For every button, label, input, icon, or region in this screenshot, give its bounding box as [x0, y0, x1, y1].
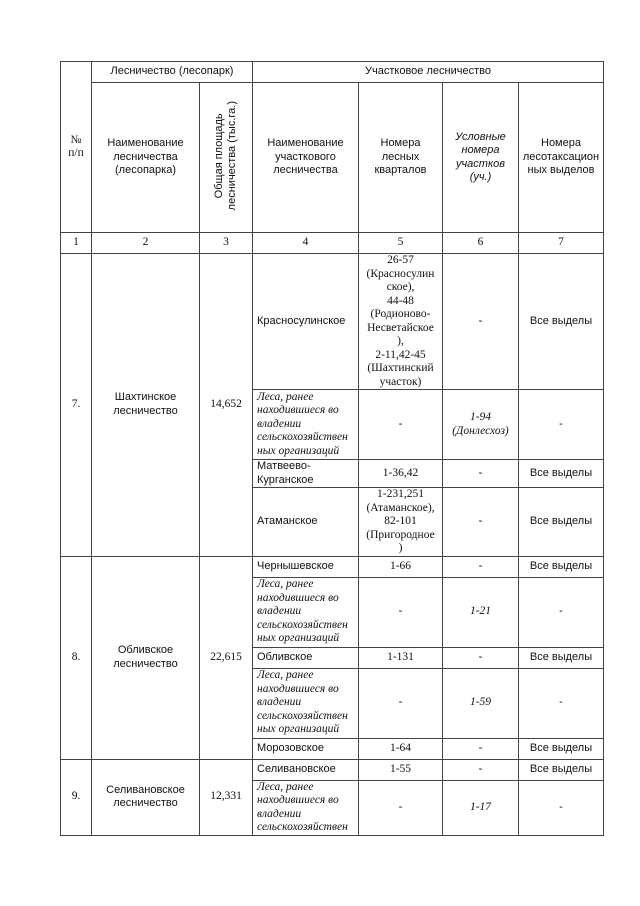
conditional-numbers: 1-94 (Донлесхоз) [443, 390, 519, 460]
table-row [61, 254, 604, 390]
forestry-name: Шахтинское лесничество [92, 254, 200, 557]
conditional-numbers: - [443, 460, 519, 488]
district-name: Леса, ранее находившиеся во владении сельскохозяйствен ных организаций [253, 668, 359, 738]
quarters: 26-57 (Красносулин ское), 44-48 (Родионово- Несветайское ), 2-11,42-45 (Шахтинский участок) [359, 254, 443, 390]
district-name: Чернышевское [253, 556, 359, 577]
forestry-table [60, 61, 604, 836]
col-number: 2 [92, 233, 200, 254]
header-col-area [200, 83, 253, 233]
forestry-area: 22,615 [200, 556, 253, 759]
district-name: Селивановское [253, 759, 359, 780]
header-col-name: Наименование лесничества (лесопарка) [92, 83, 200, 233]
header-col-area-text: Общая площадь лесничества (тыс.га.) [213, 100, 238, 210]
conditional-numbers: - [443, 738, 519, 759]
col-number: 6 [443, 233, 519, 254]
header-col-conditional: Условные номера участков (уч.) [443, 83, 519, 233]
subdivisions: - [519, 780, 604, 835]
district-name: Морозовское [253, 738, 359, 759]
quarters: - [359, 577, 443, 647]
district-name: Атаманское [253, 488, 359, 557]
header-num: № п/п [61, 62, 92, 233]
conditional-numbers: - [443, 556, 519, 577]
quarters: 1-131 [359, 647, 443, 668]
forestry-name: Селивановское лесничество [92, 759, 200, 835]
subdivisions: Все выделы [519, 254, 604, 390]
conditional-numbers: - [443, 488, 519, 557]
group-num: 9. [61, 759, 92, 835]
header-col-subdivisions: Номера лесотаксацион ных выделов [519, 83, 604, 233]
district-name: Леса, ранее находившиеся во владении сельскохозяйствен [253, 780, 359, 835]
conditional-numbers: - [443, 647, 519, 668]
group-num: 7. [61, 254, 92, 557]
header-col-quarters: Номера лесных кварталов [359, 83, 443, 233]
subdivisions: Все выделы [519, 488, 604, 557]
quarters: 1-231,251 (Атаманское), 82-101 (Пригородное ) [359, 488, 443, 557]
header-group-forestry: Лесничество (лесопарк) [92, 62, 253, 83]
conditional-numbers: 1-59 [443, 668, 519, 738]
subdivisions: - [519, 390, 604, 460]
quarters: - [359, 780, 443, 835]
subdivisions: Все выделы [519, 460, 604, 488]
conditional-numbers: 1-21 [443, 577, 519, 647]
quarters: 1-64 [359, 738, 443, 759]
district-name: Леса, ранее находившиеся во владении сельскохозяйствен ных организаций [253, 390, 359, 460]
header-col-district-name: Наименование участкового лесничества [253, 83, 359, 233]
header-group-district: Участковое лесничество [253, 62, 604, 83]
quarters: 1-36,42 [359, 460, 443, 488]
forestry-table-sheet [60, 61, 604, 836]
district-name: Леса, ранее находившиеся во владении сельскохозяйствен ных организаций [253, 577, 359, 647]
district-name: Обливское [253, 647, 359, 668]
col-number: 3 [200, 233, 253, 254]
table-row [61, 759, 604, 780]
subdivisions: - [519, 668, 604, 738]
col-number: 7 [519, 233, 604, 254]
forestry-area: 14,652 [200, 254, 253, 557]
subdivisions: - [519, 577, 604, 647]
col-number: 4 [253, 233, 359, 254]
table-row [61, 556, 604, 577]
subdivisions: Все выделы [519, 759, 604, 780]
forestry-name: Обливское лесничество [92, 556, 200, 759]
forestry-area: 12,331 [200, 759, 253, 835]
quarters: 1-55 [359, 759, 443, 780]
subdivisions: Все выделы [519, 738, 604, 759]
conditional-numbers: - [443, 254, 519, 390]
conditional-numbers: 1-17 [443, 780, 519, 835]
district-name: Матвеево- Курганское [253, 460, 359, 488]
conditional-numbers: - [443, 759, 519, 780]
subdivisions: Все выделы [519, 556, 604, 577]
quarters: - [359, 390, 443, 460]
quarters: - [359, 668, 443, 738]
col-number: 1 [61, 233, 92, 254]
subdivisions: Все выделы [519, 647, 604, 668]
quarters: 1-66 [359, 556, 443, 577]
district-name: Красносулинское [253, 254, 359, 390]
column-number-row [61, 233, 604, 254]
group-num: 8. [61, 556, 92, 759]
col-number: 5 [359, 233, 443, 254]
